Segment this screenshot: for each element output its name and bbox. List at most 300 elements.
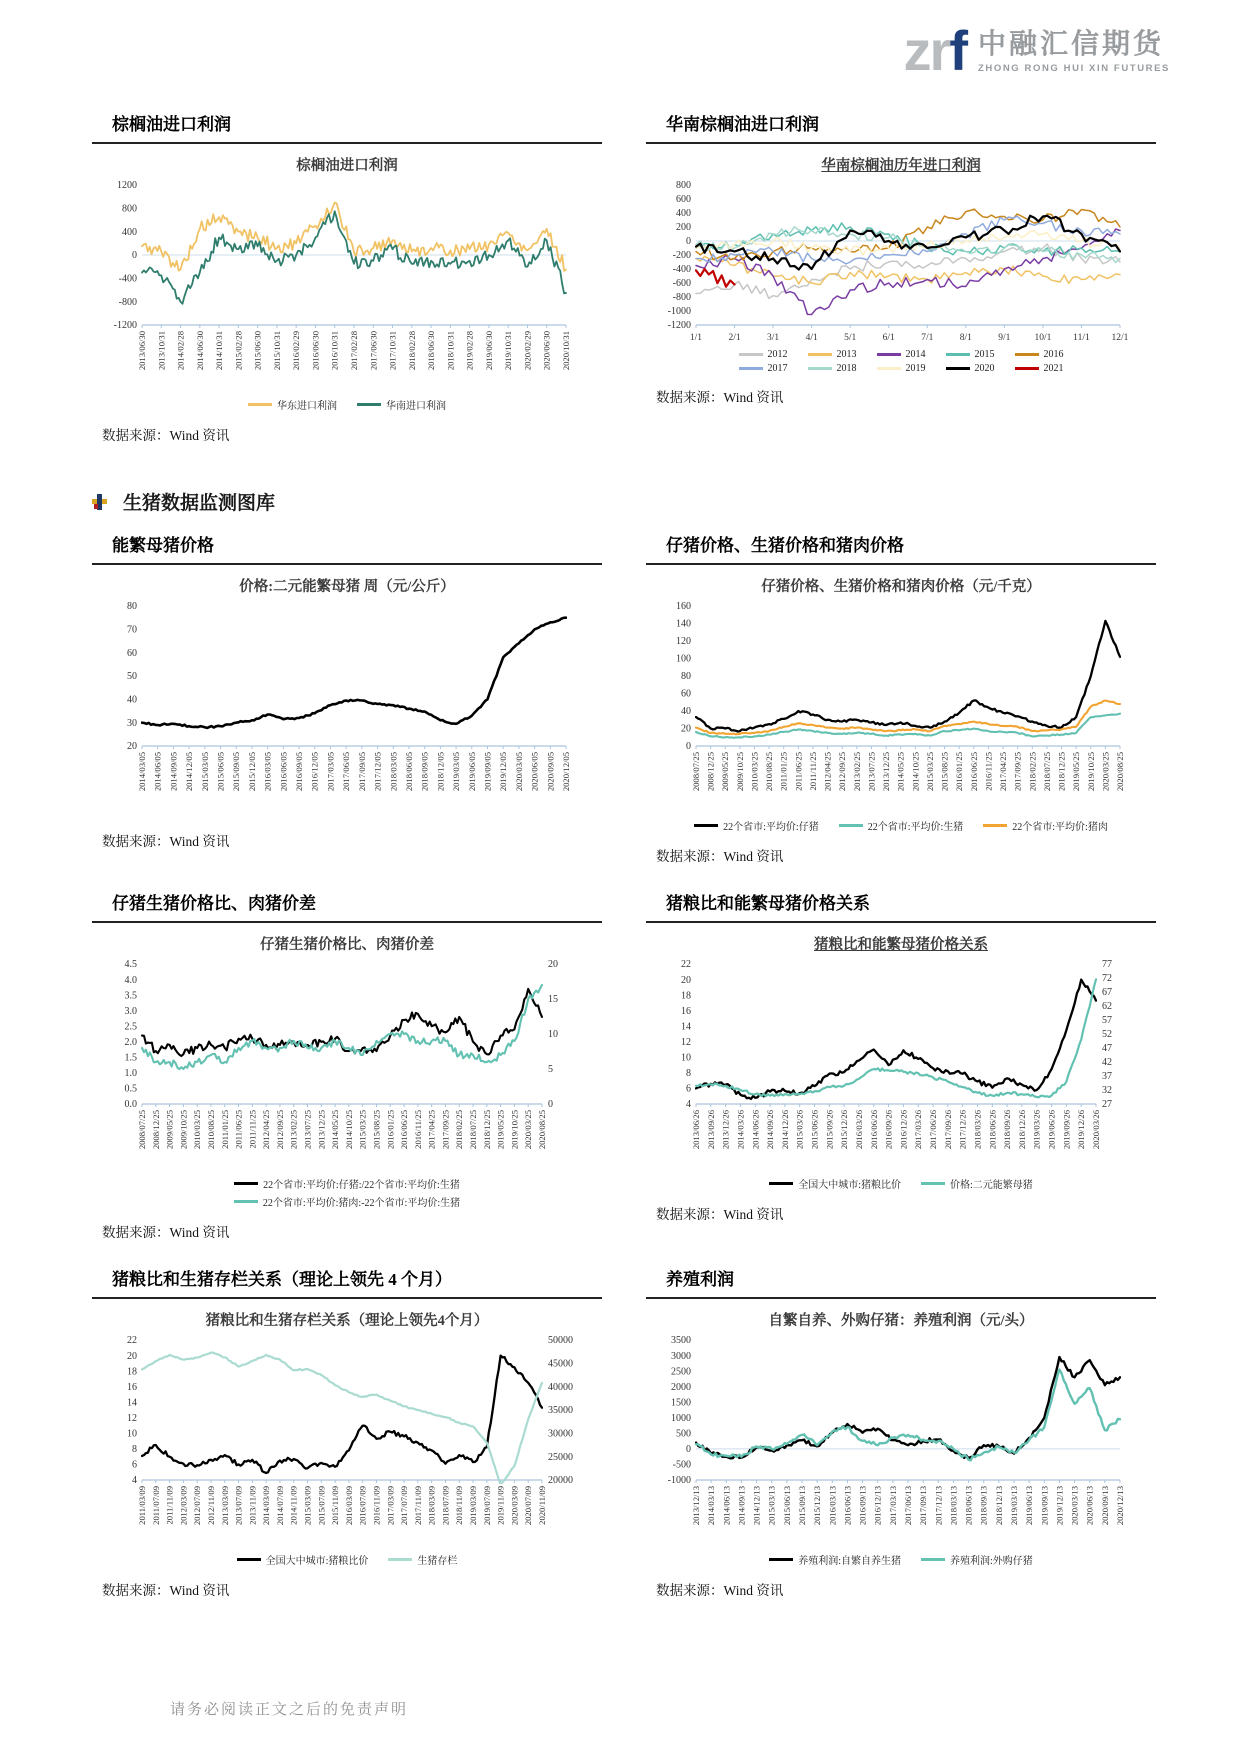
x-axis-tick-label: 2016/09/26 — [883, 1110, 894, 1150]
x-axis-tick-label: 2019/03/05 — [451, 752, 462, 792]
legend-swatch — [234, 1200, 258, 1203]
x-axis-tick-label: 2013/02/25 — [851, 752, 862, 792]
chart-title: 华南棕榈油历年进口利润 — [821, 158, 981, 174]
x-axis-tick-label: 2016/09/13 — [857, 1486, 868, 1526]
legend-swatch — [694, 824, 718, 827]
legend-label: 22个省市:平均价:仔猪:/22个省市:平均价:生猪 — [263, 1180, 460, 1191]
logo-text — [978, 22, 1170, 74]
x-axis-tick-label: 2015/09/13 — [797, 1486, 807, 1526]
x-axis-tick-label: 2014/03/05 — [137, 752, 147, 792]
chart-title: 猪粮比和生猪存栏关系（理论上领先4个月） — [205, 1313, 489, 1329]
x-axis-tick-label: 2015/06/26 — [809, 1110, 820, 1150]
x-axis-tick-label: 2016/11/25 — [412, 1110, 423, 1149]
legend-item — [877, 363, 926, 374]
y-axis-tick-label: 30 — [127, 717, 137, 729]
x-axis-tick-label: 2020/06/13 — [1084, 1486, 1095, 1526]
x-axis-tick-label: 2018/06/30 — [426, 331, 437, 371]
x-axis-tick-label: 2019/03/09 — [468, 1486, 479, 1526]
x-axis-tick-label: 2014/09/05 — [168, 752, 179, 792]
legend-swatch — [877, 353, 901, 356]
legend-label: 2013 — [836, 349, 857, 360]
x-axis-tick-label: 2012/09/25 — [837, 752, 848, 792]
x-axis-tick-label: 2014/09/26 — [765, 1110, 776, 1150]
x-axis-tick-label: 2013/02/25 — [288, 1110, 299, 1150]
x-axis-tick-label: 2013/03/09 — [219, 1486, 230, 1526]
chart-legend — [92, 1176, 602, 1209]
y-axis-tick-label: 50 — [127, 671, 137, 683]
x-axis-tick-label: 2017/03/09 — [385, 1486, 396, 1526]
x-axis-tick-label: 2015/03/09 — [302, 1486, 313, 1526]
chart-legend — [646, 1176, 1156, 1191]
legend-swatch — [769, 1182, 793, 1185]
y-axis-tick-label: 0.0 — [124, 1099, 137, 1111]
x-axis-tick-label: 2020/03/13 — [1069, 1486, 1080, 1526]
chart-south-china-palm-oil-yearly — [646, 154, 1156, 374]
x-axis-tick-label: 2018/06/05 — [403, 752, 414, 792]
legend-label: 华南进口利润 — [386, 401, 446, 412]
x-axis-tick-label: 2013/11/09 — [247, 1486, 258, 1525]
x-axis-tick-label: 2019/10/25 — [1085, 752, 1096, 792]
y-axis-tick-label: 16 — [127, 1381, 137, 1393]
x-axis-tick-label: 2016/12/05 — [309, 752, 320, 792]
x-axis-tick-label: 2018/12/25 — [1056, 752, 1067, 792]
y-axis-tick-label: 14 — [127, 1397, 137, 1409]
y-axis-tick-label: 18 — [681, 990, 691, 1002]
x-axis-tick-label: 2016/06/25 — [399, 1110, 410, 1150]
y-axis-tick-label: 4.5 — [124, 959, 137, 971]
x-axis-tick-label: 2018/06/26 — [987, 1110, 998, 1150]
legend-item — [921, 1552, 1033, 1567]
x-axis-tick-label: 2019/09/05 — [482, 752, 493, 792]
x-axis-tick-label: 2016/06/30 — [310, 331, 321, 371]
x-axis-tick-label: 2014/05/25 — [330, 1110, 341, 1150]
legend-swatch — [357, 403, 381, 406]
y-axis-right-tick-label: 72 — [1102, 973, 1112, 985]
chart-legend — [92, 1552, 602, 1567]
y-axis-tick-label: 0 — [132, 250, 137, 262]
x-axis-tick-label: 2018/12/26 — [1016, 1110, 1027, 1150]
y-axis-tick-label: 500 — [676, 1428, 691, 1440]
pig-data-section-header — [92, 488, 1156, 515]
x-axis-tick-label: 2016/11/09 — [371, 1486, 382, 1525]
y-axis-tick-label: -400 — [118, 273, 137, 285]
x-axis-tick-label: 2016/06/13 — [842, 1486, 853, 1526]
x-axis-tick-label: 2019/09/13 — [1039, 1486, 1050, 1526]
chart-title: 自繁自养、外购仔猪：养殖利润（元/头） — [768, 1313, 1034, 1329]
x-axis-tick-label: 2019/06/13 — [1024, 1486, 1035, 1526]
x-axis-tick-label: 2017/10/31 — [387, 331, 398, 371]
x-axis-tick-label: 2018/09/05 — [419, 752, 430, 792]
y-axis-tick-label: 1.0 — [124, 1068, 137, 1080]
legend-swatch — [1015, 353, 1039, 356]
y-axis-tick-label: 2.5 — [124, 1021, 137, 1033]
x-axis-tick-label: 2008/07/25 — [137, 1110, 147, 1150]
disclaimer-footer: 请务必阅读正文之后的免责声明 — [170, 1702, 409, 1718]
y-axis-tick-label: 8 — [686, 1068, 691, 1080]
x-axis-tick-label: 2012/09/25 — [274, 1110, 285, 1150]
legend-swatch — [808, 367, 832, 370]
logo-f: f — [949, 19, 966, 82]
legend-label: 2012 — [767, 349, 788, 360]
y-axis-tick-label: 3500 — [671, 1335, 691, 1347]
x-axis-tick-label: 2017/04/25 — [998, 752, 1009, 792]
x-axis-tick-label: 2017/12/26 — [957, 1110, 968, 1150]
series-line — [696, 1357, 1120, 1458]
x-axis-tick-label: 2016/02/29 — [291, 331, 302, 371]
legend-item — [769, 1552, 901, 1567]
y-axis-tick-label: 3000 — [671, 1350, 691, 1362]
x-axis-tick-label: 2011/11/09 — [164, 1486, 175, 1525]
y-axis-tick-label: 60 — [127, 647, 137, 659]
chart-legend — [646, 818, 1156, 833]
x-axis-tick-label: 2016/07/09 — [357, 1486, 368, 1526]
x-axis-tick-label: 2016/01/25 — [954, 752, 965, 792]
legend-swatch — [921, 1182, 945, 1185]
row-pig-1 — [92, 531, 1156, 889]
x-axis-tick-label: 2018/03/09 — [426, 1486, 437, 1526]
x-axis-tick-label: 2017/06/26 — [928, 1110, 939, 1150]
x-axis-tick-label: 2014/12/05 — [184, 752, 195, 792]
y-axis-tick-label: 100 — [676, 653, 691, 665]
y-axis-tick-label: 12 — [681, 1036, 691, 1048]
y-axis-right-tick-label: 15 — [548, 994, 558, 1006]
y-axis-tick-label: 22 — [681, 959, 691, 971]
legend-label: 2017 — [767, 363, 788, 374]
y-axis-tick-label: 400 — [122, 226, 137, 238]
y-axis-tick-label: 0 — [686, 1444, 691, 1456]
chart-canvas — [102, 954, 592, 1176]
pig-section-title: 生猪数据监测图库 — [123, 493, 276, 514]
x-axis-tick-label: 2008/07/25 — [691, 752, 701, 792]
x-axis-tick-label: 2016/03/13 — [827, 1486, 838, 1526]
series-line — [696, 621, 1120, 732]
y-axis-tick-label: 18 — [127, 1366, 137, 1378]
y-axis-tick-label: 0.5 — [124, 1083, 137, 1095]
x-axis-tick-label: 2013/07/25 — [866, 752, 877, 792]
y-axis-right-tick-label: 57 — [1102, 1015, 1112, 1027]
chart-sow-price — [92, 575, 602, 818]
x-axis-tick-label: 2017/03/26 — [913, 1110, 924, 1150]
chart-grain-ratio-sow-price — [646, 933, 1156, 1191]
y-axis-tick-label: 6 — [132, 1459, 137, 1471]
legend-item — [877, 349, 926, 360]
x-axis-tick-label: 2013/12/26 — [720, 1110, 731, 1150]
legend-label: 养殖利润:外购仔猪 — [950, 1556, 1033, 1567]
x-axis-tick-label: 2014/03/13 — [706, 1486, 717, 1526]
x-axis-tick-label: 2/1 — [728, 333, 741, 343]
y-axis-tick-label: 4 — [686, 1099, 691, 1111]
x-axis-tick-label: 2017/12/05 — [372, 752, 383, 792]
x-axis-tick-label: 2016/06/26 — [868, 1110, 879, 1150]
x-axis-tick-label: 9/1 — [998, 333, 1011, 343]
x-axis-tick-label: 2019/12/26 — [1076, 1110, 1087, 1150]
series-line — [142, 618, 566, 728]
price-ratio-block — [92, 889, 602, 1265]
x-axis-tick-label: 2017/09/05 — [356, 752, 367, 792]
y-axis-tick-label: 800 — [676, 180, 691, 192]
x-axis-tick-label: 2015/12/05 — [246, 752, 257, 792]
y-axis-tick-label: 80 — [127, 601, 137, 613]
y-axis-tick-label: 4.0 — [124, 974, 137, 986]
legend-swatch — [808, 353, 832, 356]
x-axis-tick-label: 2020/12/05 — [561, 752, 571, 792]
x-axis-tick-label: 2016/03/26 — [853, 1110, 864, 1150]
x-axis-tick-label: 2018/11/09 — [454, 1486, 465, 1525]
row-pig-2 — [92, 889, 1156, 1265]
x-axis-tick-label: 2020/03/05 — [513, 752, 524, 792]
y-axis-tick-label: -500 — [672, 1459, 691, 1471]
x-axis-tick-label: 12/1 — [1111, 333, 1129, 343]
y-axis-tick-label: 12 — [127, 1412, 137, 1424]
x-axis-tick-label: 2015/12/13 — [812, 1486, 823, 1526]
legend-label: 22个省市:平均价:猪肉 — [1012, 822, 1108, 833]
x-axis-tick-label: 2011/01/25 — [219, 1110, 230, 1149]
x-axis-tick-label: 2017/03/05 — [325, 752, 336, 792]
x-axis-tick-label: 4/1 — [805, 333, 818, 343]
x-axis-tick-label: 2015/06/05 — [215, 752, 226, 792]
y-axis-tick-label: 140 — [676, 618, 691, 630]
x-axis-tick-label: 2013/09/26 — [705, 1110, 716, 1150]
x-axis-tick-label: 2018/12/13 — [993, 1486, 1004, 1526]
legend-item — [237, 1552, 369, 1567]
legend-item — [248, 397, 337, 412]
legend-item — [234, 1194, 460, 1209]
x-axis-tick-label: 2015/08/25 — [939, 752, 950, 792]
x-axis-tick-label: 2019/06/05 — [466, 752, 477, 792]
y-axis-tick-label: -600 — [672, 278, 691, 290]
logo-zrf-mark — [903, 19, 966, 82]
y-axis-tick-label: 40 — [127, 694, 137, 706]
data-source-label: 数据来源：Wind 资讯 — [656, 1583, 784, 1598]
x-axis-tick-label: 2011/06/25 — [233, 1110, 244, 1149]
x-axis-tick-label: 2017/09/13 — [918, 1486, 929, 1526]
x-axis-tick-label: 2014/05/25 — [895, 752, 906, 792]
section-title-piglet-hog-pork: 仔猪价格、生猪价格和猪肉价格 — [646, 531, 1156, 565]
legend-item — [946, 363, 995, 374]
y-axis-tick-label: 60 — [681, 688, 691, 700]
x-axis-tick-label: 2018/07/25 — [468, 1110, 479, 1150]
x-axis-tick-label: 2019/02/28 — [464, 331, 475, 371]
data-source-label: 数据来源：Wind 资讯 — [102, 1583, 230, 1598]
legend-item — [357, 397, 446, 412]
y-axis-tick-label: 0 — [686, 236, 691, 248]
x-axis-tick-label: 2020/08/25 — [537, 1110, 547, 1150]
legend-label: 价格:二元能繁母猪 — [950, 1180, 1033, 1191]
x-axis-tick-label: 2018/10/31 — [445, 331, 456, 371]
y-axis-tick-label: 20 — [681, 974, 691, 986]
x-axis-tick-label: 2008/12/25 — [705, 752, 716, 792]
y-axis-tick-label: 2500 — [671, 1366, 691, 1378]
x-axis-tick-label: 2015/03/13 — [766, 1486, 777, 1526]
x-axis-tick-label: 2014/02/28 — [175, 331, 186, 371]
legend-label: 22个省市:平均价:仔猪 — [723, 822, 819, 833]
x-axis-tick-label: 2013/12/25 — [881, 752, 892, 792]
x-axis-tick-label: 6/1 — [882, 333, 895, 343]
series-line — [696, 701, 1120, 735]
y-axis-tick-label: -800 — [118, 296, 137, 308]
x-axis-tick-label: 2011/03/09 — [137, 1486, 147, 1525]
y-axis-tick-label: 800 — [122, 203, 137, 215]
x-axis-tick-label: 2013/07/25 — [302, 1110, 313, 1150]
x-axis-tick-label: 2020/02/29 — [522, 331, 533, 371]
y-axis-right-tick-label: 62 — [1102, 1001, 1112, 1013]
series-line — [142, 1356, 542, 1473]
y-axis-tick-label: 1200 — [117, 180, 137, 192]
x-axis-tick-label: 2011/11/25 — [807, 752, 818, 791]
x-axis-tick-label: 2013/10/31 — [156, 331, 167, 371]
x-axis-tick-label: 2014/03/26 — [735, 1110, 746, 1150]
legend-item — [839, 818, 964, 833]
x-axis-tick-label: 2011/11/25 — [247, 1110, 258, 1149]
section-title-price-ratio: 仔猪生猪价格比、肉猪价差 — [92, 889, 602, 923]
data-source-label: 数据来源：Wind 资讯 — [656, 849, 784, 864]
y-axis-tick-label: 120 — [676, 636, 691, 648]
x-axis-tick-label: 2018/03/05 — [388, 752, 399, 792]
x-axis-tick-label: 2017/02/28 — [349, 331, 359, 371]
y-axis-right-tick-label: 40000 — [548, 1381, 573, 1393]
x-axis-tick-label: 2017/12/13 — [933, 1486, 944, 1526]
legend-item — [921, 1176, 1033, 1191]
chart-breeding-profit — [646, 1309, 1156, 1567]
row-palm-oil — [92, 110, 1156, 468]
sow-price-block — [92, 531, 602, 889]
legend-label: 22个省市:平均价:猪肉:-22个省市:平均价:生猪 — [262, 1198, 461, 1209]
x-axis-tick-label: 2020/10/31 — [561, 331, 571, 371]
x-axis-tick-label: 2014/09/13 — [736, 1486, 747, 1526]
y-axis-tick-label: 400 — [676, 208, 691, 220]
section-title-sow-price: 能繁母猪价格 — [92, 531, 602, 565]
chart-canvas — [102, 596, 592, 818]
y-axis-right-tick-label: 20000 — [548, 1475, 573, 1487]
x-axis-tick-label: 2016/10/31 — [329, 331, 340, 371]
x-axis-tick-label: 2019/07/09 — [481, 1486, 492, 1526]
y-axis-tick-label: 20 — [681, 723, 691, 735]
x-axis-tick-label: 2014/12/26 — [779, 1110, 790, 1150]
x-axis-tick-label: 2017/11/09 — [412, 1486, 423, 1525]
x-axis-tick-label: 2016/03/09 — [343, 1486, 354, 1526]
x-axis-tick-label: 2019/09/26 — [1061, 1110, 1072, 1150]
legend-swatch — [388, 1558, 412, 1561]
x-axis-tick-label: 2019/06/30 — [483, 331, 494, 371]
x-axis-tick-label: 2014/03/09 — [261, 1486, 272, 1526]
y-axis-right-tick-label: 52 — [1102, 1029, 1112, 1041]
x-axis-tick-label: 2012/07/09 — [192, 1486, 203, 1526]
company-logo — [903, 19, 1170, 82]
x-axis-tick-label: 2020/07/09 — [523, 1486, 534, 1526]
legend-label: 2016 — [1043, 349, 1064, 360]
y-axis-right-tick-label: 30000 — [548, 1428, 573, 1440]
x-axis-tick-label: 2017/04/25 — [426, 1110, 437, 1150]
chart-piglet-hog-pork-price — [646, 575, 1156, 833]
data-source-label: 数据来源：Wind 资讯 — [102, 428, 230, 443]
y-axis-tick-label: -1000 — [667, 306, 691, 318]
x-axis-tick-label: 2012/04/25 — [822, 752, 833, 792]
x-axis-tick-label: 2014/10/25 — [910, 752, 921, 792]
x-axis-tick-label: 2015/03/25 — [924, 752, 935, 792]
x-axis-tick-label: 2015/09/26 — [824, 1110, 835, 1150]
x-axis-tick-label: 2018/12/25 — [481, 1110, 492, 1150]
x-axis-tick-label: 2018/02/28 — [406, 331, 417, 371]
y-axis-tick-label: -1200 — [113, 320, 137, 332]
y-axis-right-tick-label: 47 — [1102, 1043, 1112, 1055]
section-title-palm-oil-import-profit: 棕榈油进口利润 — [92, 110, 602, 144]
chart-legend — [646, 1552, 1156, 1567]
data-source-label: 数据来源：Wind 资讯 — [102, 834, 230, 849]
chart-title: 仔猪生猪价格比、肉猪价差 — [260, 937, 434, 953]
legend-label: 2021 — [1043, 363, 1064, 374]
y-axis-tick-label: 16 — [681, 1005, 691, 1017]
x-axis-tick-label: 2018/09/13 — [978, 1486, 989, 1526]
y-axis-tick-label: 80 — [681, 671, 691, 683]
x-axis-tick-label: 2009/05/25 — [164, 1110, 175, 1150]
legend-item — [1015, 363, 1064, 374]
legend-item — [769, 1176, 901, 1191]
chart-canvas — [656, 596, 1146, 818]
legend-item — [983, 818, 1108, 833]
x-axis-tick-label: 2015/09/05 — [231, 752, 242, 792]
legend-swatch — [739, 367, 763, 370]
x-axis-tick-label: 2010/08/25 — [764, 752, 775, 792]
x-axis-tick-label: 2015/08/25 — [371, 1110, 382, 1150]
section-title-breeding-profit: 养殖利润 — [646, 1265, 1156, 1299]
logo-company-name-cn: 中融汇信期货 — [977, 29, 1164, 60]
data-source-label: 数据来源：Wind 资讯 — [656, 390, 784, 405]
x-axis-tick-label: 2016/01/25 — [385, 1110, 396, 1150]
y-axis-right-tick-label: 42 — [1102, 1057, 1112, 1069]
legend-label: 2020 — [974, 363, 995, 374]
legend-label: 生猪存栏 — [417, 1556, 458, 1567]
chart-canvas — [102, 175, 592, 397]
legend-label: 华东进口利润 — [277, 401, 337, 412]
x-axis-tick-label: 2019/05/25 — [1071, 752, 1082, 792]
legend-swatch — [921, 1558, 945, 1561]
x-axis-tick-label: 2011/06/25 — [793, 752, 804, 791]
legend-swatch — [234, 1182, 258, 1185]
x-axis-tick-label: 2014/07/09 — [274, 1486, 285, 1526]
x-axis-tick-label: 2016/06/05 — [278, 752, 289, 792]
x-axis-tick-label: 2019/06/26 — [1046, 1110, 1057, 1150]
x-axis-tick-label: 2014/10/31 — [214, 331, 225, 371]
y-axis-tick-label: -400 — [672, 264, 691, 276]
y-axis-right-tick-label: 35000 — [548, 1405, 573, 1417]
x-axis-tick-label: 2011/07/09 — [150, 1486, 161, 1525]
legend-label: 2015 — [974, 349, 995, 360]
chart-title: 棕榈油进口利润 — [296, 158, 398, 174]
legend-label: 2014 — [905, 349, 926, 360]
x-axis-tick-label: 2018/09/26 — [1002, 1110, 1013, 1150]
y-axis-tick-label: -1200 — [667, 320, 691, 332]
x-axis-tick-label: 2018/03/26 — [972, 1110, 983, 1150]
legend-swatch — [769, 1558, 793, 1561]
y-axis-tick-label: 22 — [127, 1335, 137, 1347]
x-axis-tick-label: 2018/12/05 — [435, 752, 446, 792]
x-axis-tick-label: 2015/03/26 — [794, 1110, 805, 1150]
x-axis-tick-label: 2015/07/09 — [316, 1486, 327, 1526]
legend-item — [1015, 349, 1064, 360]
x-axis-tick-label: 7/1 — [921, 333, 934, 343]
legend-item — [388, 1552, 457, 1567]
y-axis-right-tick-label: 27 — [1102, 1099, 1112, 1111]
y-axis-right-tick-label: 10 — [548, 1029, 558, 1041]
x-axis-tick-label: 2018/02/25 — [454, 1110, 465, 1150]
y-axis-tick-label: 4 — [132, 1475, 137, 1487]
y-axis-tick-label: 8 — [132, 1444, 137, 1456]
x-axis-tick-label: 2019/10/25 — [509, 1110, 520, 1150]
series-line — [696, 269, 735, 287]
x-axis-tick-label: 2018/02/25 — [1027, 752, 1038, 792]
x-axis-tick-label: 2016/09/05 — [294, 752, 305, 792]
chart-title: 仔猪价格、生猪价格和猪肉价格（元/千克） — [761, 579, 1041, 595]
